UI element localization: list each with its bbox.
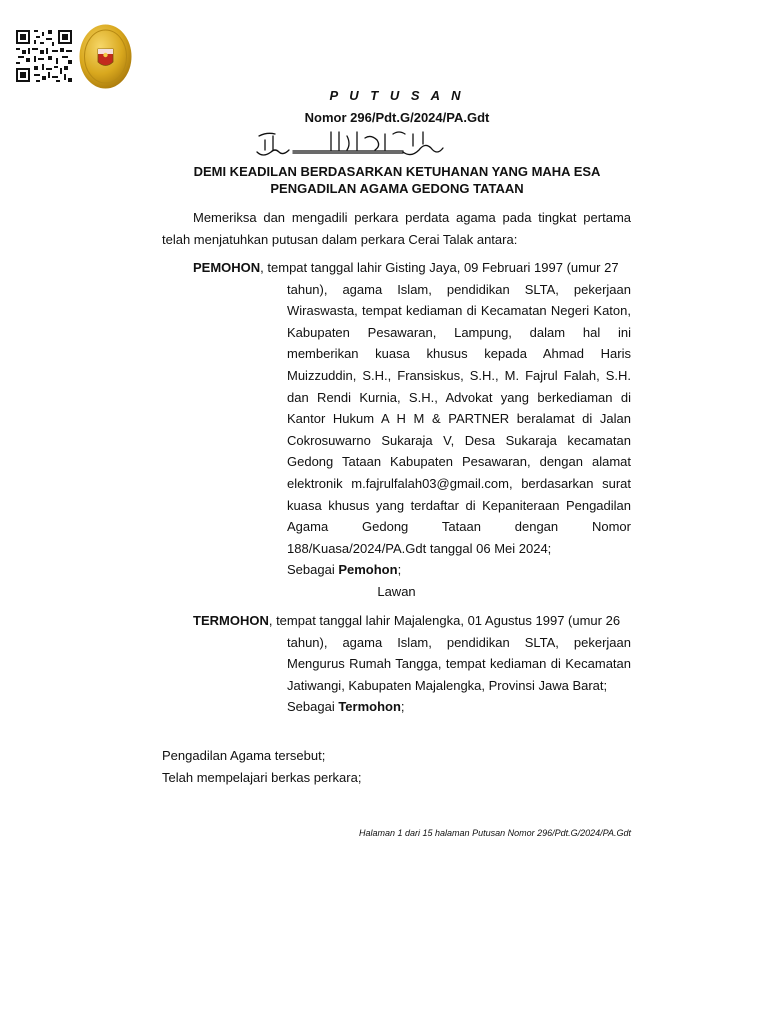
termohon-role: Termohon xyxy=(338,699,401,715)
termohon-role-line xyxy=(287,696,631,718)
case-number: Nomor 296/Pdt.G/2024/PA.Gdt xyxy=(304,110,490,125)
termohon-first-text: , tempat tanggal lahir Majalengka, 01 Agustus 1997 (umur 26 xyxy=(268,613,621,628)
closing-line-2: Telah mempelajari berkas perkara; xyxy=(162,770,362,785)
qr-code-icon xyxy=(16,30,72,82)
termohon-label: TERMOHON xyxy=(193,613,269,628)
pemohon-first-line xyxy=(162,257,631,279)
termohon-section xyxy=(162,610,631,718)
termohon-first-line xyxy=(162,610,631,632)
pemohon-role-suffix: ; xyxy=(397,562,402,578)
pemohon-label: PEMOHON xyxy=(193,260,261,275)
court-heading-line-2: PENGADILAN AGAMA GEDONG TATAAN xyxy=(270,181,524,196)
pemohon-section xyxy=(162,257,631,581)
lawan-separator: Lawan xyxy=(377,584,416,599)
page-footer: Halaman 1 dari 15 halaman Putusan Nomor 296/Pdt.G/2024/PA.Gdt xyxy=(359,828,631,838)
mahkamah-agung-seal-icon xyxy=(79,24,132,89)
termohon-details: tahun), agama Islam, pendidikan SLTA, pekerjaan Mengurus Rumah Tangga, tempat kediaman di Kecamatan Jatiwangi, Kabupaten Majalengka, Provinsi Jawa Barat; xyxy=(287,634,631,693)
termohon-role-suffix: ; xyxy=(400,699,405,715)
pemohon-details: tahun), agama Islam, pendidikan SLTA, pekerjaan Wiraswasta, tempat kediaman di Kecamatan Negeri Katon, Kabupaten Pesawaran, Lampung, dalam hal ini memberikan kuasa khusus kepada Ahmad Haris Muizzuddin, S.H., Fransiskus, S.H., M. Fajrul Falah, S.H. dan Rendi Kurnia, S.H., Advokat yang berkediaman di Kantor Hukum A H M & PARTNER beralamat di Jalan Cokrosuwarno Sukaraja V, Desa Sukaraja kecamatan Gedong Tataan Kabupaten Pesawaran, dengan alamat elektronik m.fajrulfalah03@gmail.com, berdasarkan surat kuasa khusus yang terdaftar di Kepaniteraan Pengadilan Agama Gedong Tataan dengan Nomor 188/Kuasa/2024/PA.Gdt tanggal 06 Mei 2024; xyxy=(287,281,631,556)
closing-line-1: Pengadilan Agama tersebut; xyxy=(162,748,326,763)
termohon-role-prefix: Sebagai xyxy=(287,699,339,715)
pemohon-role: Pemohon xyxy=(338,562,398,578)
pemohon-first-text: , tempat tanggal lahir Gisting Jaya, 09 Februari 1997 (umur 27 xyxy=(260,260,619,275)
intro-paragraph: Memeriksa dan mengadili perkara perdata agama pada tingkat pertama telah menjatuhkan putusan dalam perkara Cerai Talak antara: xyxy=(162,210,631,247)
court-heading-line-1: DEMI KEADILAN BERDASARKAN KETUHANAN YANG MAHA ESA xyxy=(193,164,601,179)
pemohon-role-prefix: Sebagai xyxy=(287,562,339,578)
pemohon-role-line xyxy=(287,559,631,581)
basmalah-calligraphy-icon xyxy=(253,128,447,162)
document-title: P U T U S A N xyxy=(329,88,465,103)
